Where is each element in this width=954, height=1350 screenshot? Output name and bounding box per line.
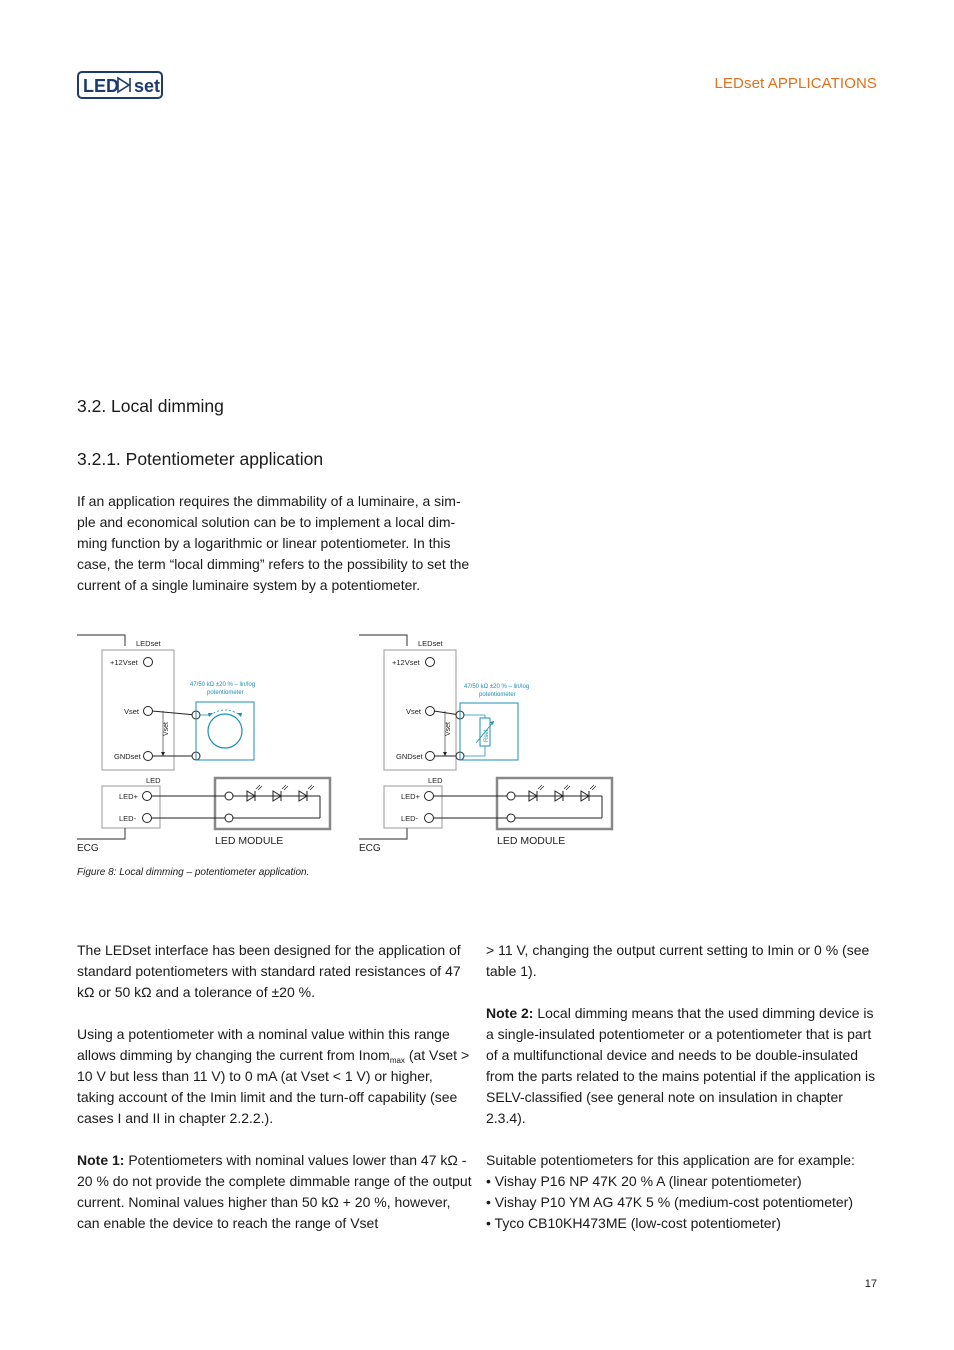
figure-caption: Figure 8: Local dimming – potentiometer application.	[77, 867, 310, 878]
list-item: • Vishay P10 YM AG 47K 5 % (medium-cost potentiometer)	[486, 1194, 853, 1210]
header-title: LEDset APPLICATIONS	[714, 75, 877, 92]
list-item: • Vishay P16 NP 47K 20 % A (linear potentiometer)	[486, 1173, 802, 1189]
gndset-label-right: GNDset	[396, 752, 423, 761]
rset-label: Rset	[484, 729, 490, 742]
ledset-logo	[77, 71, 163, 99]
section-heading-potentiometer: 3.2.1. Potentiometer application	[77, 449, 324, 469]
note-2-text: Local dimming means that the used dimming device is a single-insulated potentiometer or a potentiometer that is part of a multifunctional device and needs to be double-insulated from the parts related to the mains potential if the application is SELV-classified (see general note on insulation in chapter 2.3.4).	[486, 1005, 876, 1126]
left-column	[77, 940, 472, 1234]
led-label-right: LED	[428, 776, 443, 785]
ledset-label: LEDset	[136, 639, 161, 648]
logo-text-left: LED	[83, 76, 119, 96]
pot-left-line1: 47/50 kΩ ±20 % – lin/log	[190, 682, 256, 688]
note-1-text: Potentiometers with nominal values lower than 47 kΩ - 20 % do not provide the complete dimmable range of the output current. Nominal values higher than 50 kΩ + 20 %, however, can enable the device to reach the range of Vset	[77, 1152, 472, 1231]
led-plus-label: LED+	[119, 792, 138, 801]
gndset-label: GNDset	[114, 752, 141, 761]
plus12vset-label: +12Vset	[110, 658, 138, 667]
right-column	[486, 940, 881, 1234]
ecg-label: ECG	[77, 843, 99, 854]
ledset-label-right: LEDset	[418, 639, 443, 648]
vset-vertical-label-right: Vset	[445, 721, 452, 736]
led-module-label-right: LED MODULE	[497, 835, 566, 847]
list-item: • Tyco CB10KH473ME (low-cost potentiometer)	[486, 1215, 781, 1231]
vset-label-right: Vset	[406, 707, 422, 716]
note-2	[486, 1003, 881, 1129]
intro-paragraph: If an application requires the dimmability of a luminaire, a sim-ple and economical solution can be to implement a local dim-ming function by a logarithmic or linear potentiometer. In this case, the term “local dimming” refers to the possibility to set the current of a single luminaire system by a potentiometer.	[77, 493, 470, 593]
ecg-label-right: ECG	[359, 843, 381, 854]
pot-right-line1: 47/50 kΩ ±20 % – lin/log	[464, 684, 530, 690]
note-1-label: Note 1:	[77, 1152, 125, 1168]
led-minus-label: LED-	[119, 814, 137, 823]
vset-vertical-label: Vset	[163, 721, 170, 736]
left-paragraph-1: The LEDset interface has been designed for the application of standard potentiometers with standard rated resistances of 47 kΩ or 50 kΩ and a tolerance of ±20 %.	[77, 942, 461, 1000]
examples-list	[486, 1171, 881, 1234]
note-1	[77, 1150, 472, 1234]
pot-left-line2: potentiometer	[207, 690, 244, 696]
left-paragraph-2-start: Using a potentiometer with a nominal value within this range allows dimming by changing the current from Inom	[77, 1026, 450, 1063]
page-number: 17	[864, 1278, 877, 1290]
right-paragraph-1: > 11 V, changing the output current setting to Imin or 0 % (see table 1).	[486, 942, 870, 979]
pot-right-line2: potentiometer	[479, 692, 516, 698]
examples-intro: Suitable potentiometers for this application are for example:	[486, 1152, 855, 1168]
diagram-right	[359, 635, 612, 854]
diagram-left	[77, 635, 330, 854]
plus12vset-label-right: +12Vset	[392, 658, 420, 667]
left-paragraph-2-end: (at Vset > 10 V but less than 11 V) to 0 mA (at Vset < 1 V) or higher, taking account of the Imin limit and the turn-off capability (see cases I and II in chapter 2.2.2.).	[77, 1047, 470, 1126]
left-paragraph-2	[77, 1024, 472, 1129]
logo-text-right: set	[134, 76, 161, 96]
led-module-label: LED MODULE	[215, 835, 284, 847]
led-plus-label-right: LED+	[401, 792, 420, 801]
vset-label: Vset	[124, 707, 140, 716]
led-minus-label-right: LED-	[401, 814, 419, 823]
inom-subscript: max	[389, 1056, 405, 1065]
section-heading-local-dimming: 3.2. Local dimming	[77, 396, 224, 416]
led-label: LED	[146, 776, 161, 785]
note-2-label: Note 2:	[486, 1005, 534, 1021]
circuit-figure	[70, 628, 630, 863]
